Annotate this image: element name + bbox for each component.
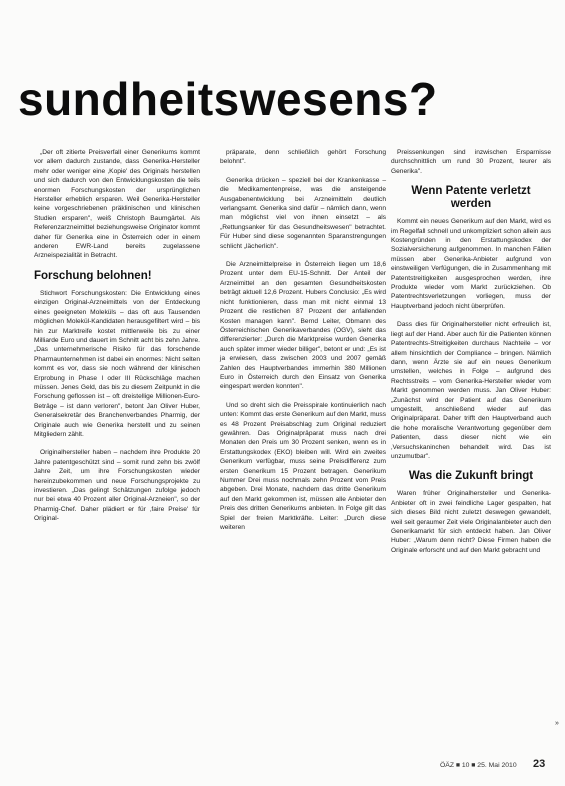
column-3 [391,148,551,564]
paragraph: „Der oft zitierte Preisverfall einer Generikums kommt vor allem dadurch zustande, dass Generika-Hersteller mehr oder weniger eine ‚Kopie' des Originals herstellen und sich dadurch von den Entwicklungskosten die teils enormen Forschungskosten der ursprünglichen Hersteller erheblich ersparen. Weil Generika-Hersteller keine vorgeschriebenen präklinischen und klinischen Studien ersparen", weiß Christoph Baumgärtel. Als Referenzarzneimittel beziehungsweise Originator kommt daher für Generika eine in Österreich oder in einem anderen EWR-Land bereits zugelassene Arzneispezialität in Betracht. [34,149,200,260]
paragraph: präparate, denn schließlich gehört Forschung belohnt". [220,149,386,166]
paragraph: Die Arzneimittelpreise in Österreich liegen um 18,6 Prozent unter dem EU-15-Schnitt. Der Anteil der Arzneimittel an den gesamten Gesundheitskosten beträgt aktuell 12,6 Prozent. Hubers Conclusio: „Es wird nicht funktionieren, dass man mit nicht einmal 13 Prozent die restlichen 87 Prozent der anfallenden Kosten managen kann". Bernd Leiter, Obmann des Österreichischen Generikaverbandes (OGV), sieht das differenzierter: „Durch die Marktpreise wurden Generika auch später immer wieder billiger", betont er und: „Es ist ja erwiesen, dass zwischen 2003 und 2007 gemäß Zahlen des Hauptverbandes immerhin 380 Millionen Euro in Österreich durch den Einsatz von Generika eingespart werden konnten". [220,261,386,391]
section-heading: Wenn Patente verletzt werden [411,185,531,211]
page-number: 23 [533,758,546,770]
paragraph: Waren früher Originalhersteller und Generika-Anbieter oft in zwei feindliche Lager gespalten, hat sich dieses Bild nicht zuletzt deswegen gewandelt, weil seit geraumer Zeit viele Originalanbieter auch den Generikamarkt für sich entdeckt haben. Jan Oliver Huber: „Warum denn nicht? Diese Firmen haben die Originale erforscht und auf den Markt gebracht und [391,490,551,554]
paragraph: Generika drücken – speziell bei der Krankenkasse – die Medikamentenpreise, was die ansteigende Ausgabenentwicklung bei Arzneimitteln deutlich verlangsamt. Generika sind dafür – nämlich dann, wenn man möglichst viel von ihnen einsetzt – als „Rettungsanker für das Gesundheitswesen" betrachtet. Für Huber sind diese sogenannten Sparanstrengungen schlicht „lächerlich". [220,176,386,250]
column-2 [220,148,386,541]
paragraph: Preissenkungen sind inzwischen Ersparnisse durchschnittlich um rund 30 Prozent, teurer als Generika". [391,149,551,175]
paragraph: Und so dreht sich die Preisspirale kontinuierlich nach unten: Kommt das erste Generikum auf den Markt, muss es 48 Prozent Preisabschlag zum Original reduziert gewähren. Das Originalpräparat muss nach drei Monaten den Preis um 30 Prozent senken, wenn es in Erstattungskodex (EKO) bleiben will. Wird ein zweites Generikum verfügbar, muss seine Preisdifferenz zum ersten Generikum 15 Prozent betragen. Generikum Nummer Drei muss nochmals zehn Prozent vom Preis abgeben. Drei Monate, nachdem das dritte Generikum auf den Markt gekommen ist, müssen alle Anbieter den Preis des dritten Generikums anbieten. In Folge gilt das Spiel der freien Marktkräfte. Leiter: „Durch diese weiteren [220,401,386,532]
page-headline: sundheitswesens? [18,73,438,125]
paragraph: Stichwort Forschungskosten: Die Entwicklung eines einzigen Original-Arzneimittels von der Entdeckung eines geeigneten Moleküls – das oft aus Tausenden möglichen Molekül-Kandidaten herausgefiltert wird – bis hin zur Marktreife kostet mittlerweile bis zu einer Milliarde Euro und dauert im Schnitt acht bis zehn Jahre. „Das unternehmerische Risiko für das forschende Pharmaunternehmen ist dabei ein enormes: Nicht selten kommt es vor, dass sie noch während der klinischen Erprobung in Phase I oder III Rückschläge machen müssen. Jenes Geld, das bis zu diesem Zeitpunkt in die Forschung geflossen ist – oft dreistellige Millionen-Euro-Beträge – ist dann verloren", betont Jan Oliver Huber, Generalsekretär des Branchenverbandes Pharmig, der Originale auch wie Generika herstellt und zu seinen Mitgliedern zählt. [34,289,200,438]
paragraph: Dass dies für Originalhersteller nicht erfreulich ist, liegt auf der Hand. Aber auch für die Patienten können Patentrechts-Streitigkeiten durchaus Nachteile – vor allem hinsichtlich der Compliance – bringen. Nämlich dann, wenn Ärzte sie auf ein neues Generikum umstellen, welches in Folge – aufgrund des Rechtsstreits – vom Generika-Hersteller wieder vom Markt genommen werden muss. Jan Oliver Huber: „Zunächst wird der Patient auf das Generikum umgestellt, anschließend wieder auf das Originalpräparat. Daher trifft den Hauptverband auch die hohe moralische Verantwortung gegenüber dem Patienten, dass dieser nicht wie ein ‚Versuchskaninchen behandelt wird. Das ist unzumutbar". [391,321,551,460]
paragraph: Kommt ein neues Generikum auf den Markt, wird es im Regelfall schnell und unkompliziert schon allein aus Kostengründen in den Erstattungskodex der Sozialversicherung aufgenommen. In manchen Fällen müssen aber Generika-Anbieter aufgrund von einstweiligen Verfügungen, die in Zusammenhang mit Patentstreitigkeiten ausgesprochen werden, ihre Produkte wieder vom Markt zurückziehen. Ob Patentrechtsverletzungen vorliegen, muss der Hauptverband jedoch nicht überprüfen. [391,218,551,310]
section-heading: Forschung belohnen! [34,269,152,282]
paragraph: Originalhersteller haben – nachdem ihre Produkte 20 Jahre patentgeschützt sind – somit rund zehn bis zwölf Jahre Zeit, um ihre Forschungskosten wieder hereinzubekommen und neue Forschungsprojekte zu investieren. „Das gelingt Schätzungen zufolge jedoch nur bei etwa 40 Prozent aller Original-Arzneien", so der Pharmig-Chef. Daher plädiert er für ‚faire Preise' für Original- [34,449,200,523]
section-heading: Was die Zukunft bringt [408,470,534,483]
continue-arrow-icon: » [555,720,559,727]
column-1 [34,148,200,533]
page-footer: ÖÄZ ■ 10 ■ 25. Mai 2010 [440,762,517,769]
